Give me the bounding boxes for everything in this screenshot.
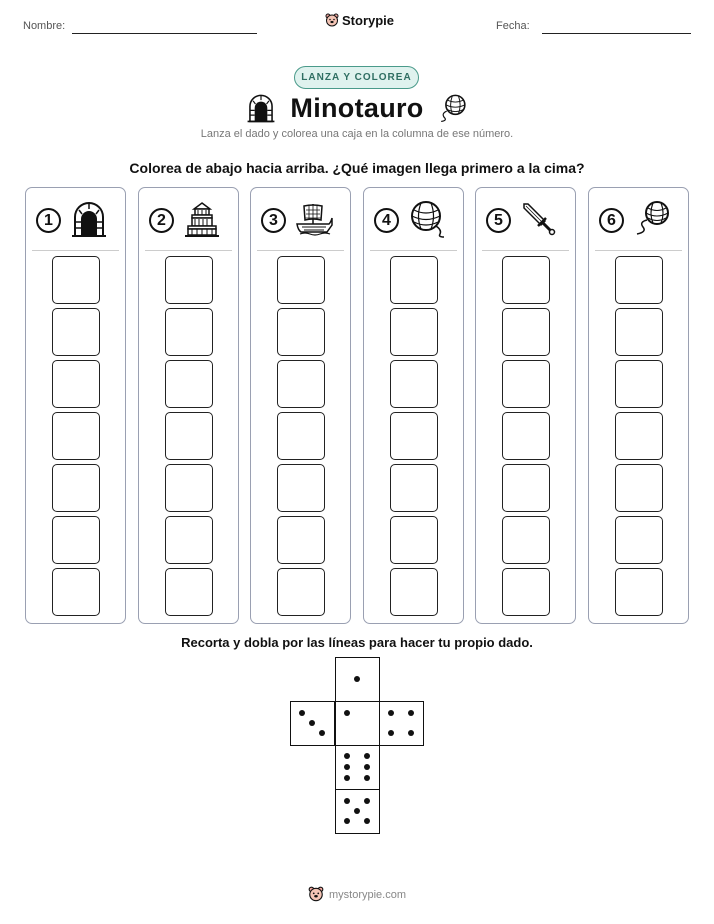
die-face-4 (379, 701, 424, 746)
column-number: 4 (374, 208, 399, 233)
column-number: 2 (149, 208, 174, 233)
die-face-5 (335, 789, 380, 834)
color-box[interactable] (52, 308, 100, 356)
name-label: Nombre: (23, 20, 66, 32)
die-pip (344, 753, 350, 759)
color-box[interactable] (615, 516, 663, 564)
color-box[interactable] (52, 412, 100, 460)
column-2 (138, 187, 239, 624)
color-box[interactable] (502, 516, 550, 564)
die-pip (354, 676, 360, 682)
color-box[interactable] (615, 360, 663, 408)
color-box[interactable] (390, 256, 438, 304)
die-face-1-center (335, 701, 380, 746)
color-box[interactable] (165, 360, 213, 408)
yarn-ball-icon (438, 93, 468, 123)
die-pip (388, 730, 394, 736)
die-pip (319, 730, 325, 736)
color-box[interactable] (165, 308, 213, 356)
die-face-1 (335, 657, 380, 702)
game-instruction: Colorea de abajo hacia arriba. ¿Qué imagen llega primero a la cima? (129, 160, 585, 176)
color-box[interactable] (277, 412, 325, 460)
color-box[interactable] (390, 464, 438, 512)
color-box[interactable] (502, 360, 550, 408)
temple-icon (183, 200, 221, 238)
title-row (0, 92, 714, 124)
cut-instruction: Recorta y dobla por las líneas para hacer tu propio dado. (181, 635, 533, 650)
activity-badge: LANZA Y COLOREA (294, 66, 419, 89)
color-box[interactable] (52, 360, 100, 408)
die-pip (344, 710, 350, 716)
yarn-ball-icon (408, 200, 446, 238)
column-1 (25, 187, 126, 624)
color-box[interactable] (615, 412, 663, 460)
subtitle: Lanza el dado y colorea una caja en la columna de ese número. (200, 128, 514, 140)
color-box[interactable] (52, 256, 100, 304)
brand-name: Storypie (342, 13, 395, 28)
color-box[interactable] (277, 516, 325, 564)
color-box[interactable] (52, 568, 100, 616)
footer-url[interactable]: mystorypie.com (328, 888, 407, 901)
page-title: Minotauro (290, 92, 424, 123)
color-box[interactable] (165, 568, 213, 616)
color-box[interactable] (165, 256, 213, 304)
column-4 (363, 187, 464, 624)
color-box[interactable] (390, 568, 438, 616)
date-label: Fecha: (496, 20, 530, 32)
color-box[interactable] (502, 464, 550, 512)
column-divider (482, 250, 569, 251)
color-box[interactable] (390, 516, 438, 564)
color-box[interactable] (165, 516, 213, 564)
yarn-ball-thread-icon (633, 200, 671, 238)
color-box[interactable] (52, 516, 100, 564)
column-6 (588, 187, 689, 624)
die-pip (364, 775, 370, 781)
color-box[interactable] (502, 308, 550, 356)
color-box[interactable] (277, 256, 325, 304)
footer (0, 886, 714, 903)
date-line[interactable] (542, 33, 691, 34)
column-number: 1 (36, 208, 61, 233)
color-box[interactable] (277, 464, 325, 512)
die-pip (299, 710, 305, 716)
bear-mascot-icon (325, 13, 339, 28)
column-number: 5 (486, 208, 511, 233)
sword-icon (520, 200, 558, 238)
die-pip (344, 818, 350, 824)
color-box[interactable] (165, 412, 213, 460)
die-pip (364, 753, 370, 759)
die-pip (354, 808, 360, 814)
column-divider (257, 250, 344, 251)
ship-icon (295, 200, 333, 238)
column-divider (370, 250, 457, 251)
die-pip (344, 775, 350, 781)
column-5 (475, 187, 576, 624)
color-box[interactable] (615, 464, 663, 512)
color-box[interactable] (502, 256, 550, 304)
die-pip (344, 798, 350, 804)
color-box[interactable] (52, 464, 100, 512)
color-box[interactable] (615, 308, 663, 356)
tunnel-icon (246, 93, 276, 123)
color-box[interactable] (502, 568, 550, 616)
color-box[interactable] (165, 464, 213, 512)
die-pip (309, 720, 315, 726)
color-box[interactable] (277, 568, 325, 616)
name-line[interactable] (72, 33, 257, 34)
color-box[interactable] (390, 360, 438, 408)
color-box[interactable] (277, 308, 325, 356)
column-3 (250, 187, 351, 624)
die-pip (408, 730, 414, 736)
color-box[interactable] (502, 412, 550, 460)
bear-mascot-icon (308, 886, 324, 903)
tunnel-icon (70, 200, 108, 238)
column-divider (145, 250, 232, 251)
column-number: 3 (261, 208, 286, 233)
column-divider (595, 250, 682, 251)
column-divider (32, 250, 119, 251)
color-box[interactable] (390, 412, 438, 460)
brand-logo (325, 13, 394, 28)
die-pip (364, 818, 370, 824)
color-box[interactable] (615, 568, 663, 616)
die-pip (364, 764, 370, 770)
die-pip (388, 710, 394, 716)
color-box[interactable] (615, 256, 663, 304)
die-face-6 (335, 745, 380, 790)
color-box[interactable] (277, 360, 325, 408)
column-number: 6 (599, 208, 624, 233)
die-pip (344, 764, 350, 770)
color-box[interactable] (390, 308, 438, 356)
die-pip (408, 710, 414, 716)
die-pip (364, 798, 370, 804)
die-face-3 (290, 701, 335, 746)
